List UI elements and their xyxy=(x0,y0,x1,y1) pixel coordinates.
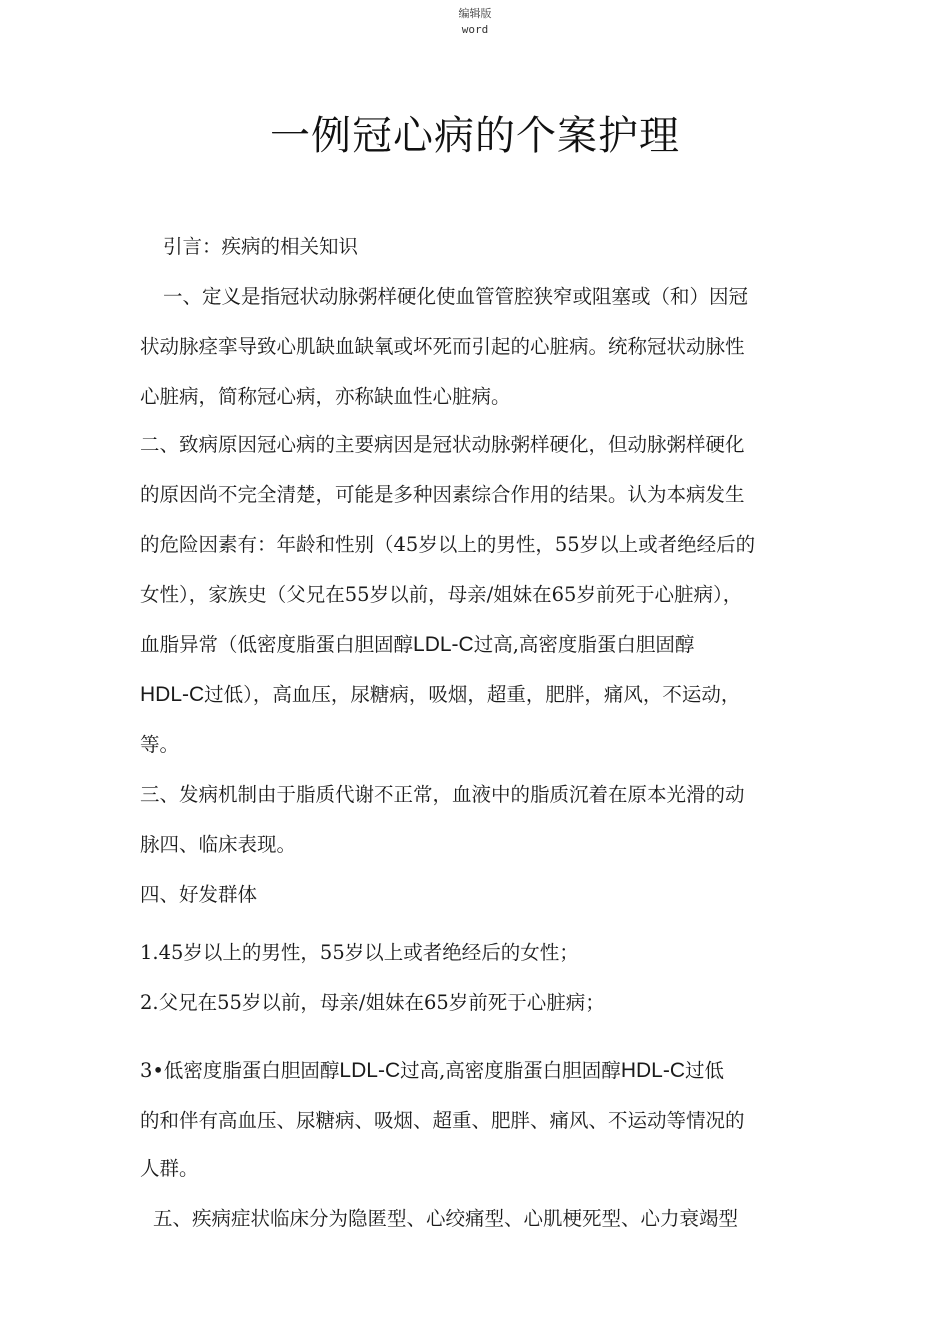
cause-line-4: 女性），家族史（父兄在55岁以前，母亲/姐妹在65岁前死于心脏病）， xyxy=(140,583,743,606)
cause-line-1: 二、致病原因冠心病的主要病因是冠状动脉粥样硬化，但动脉粥样硬化 xyxy=(140,433,745,456)
page-header xyxy=(0,6,950,38)
symptoms-line-1: 五、疾病症状临床分为隐匿型、心绞痛型、心肌梗死型、心力衰竭型 xyxy=(153,1207,739,1230)
cause-line-5-part-c: 过高,高密度脂蛋白胆固醇 xyxy=(473,633,695,656)
population-item-3-part-a: 3•低密度脂蛋白胆固醇 xyxy=(140,1059,340,1082)
population-heading: 四、好发群体 xyxy=(140,883,258,906)
cause-line-5 xyxy=(140,630,694,660)
population-item-3-line-2: 的和伴有高血压、尿糖病、吸烟、超重、肥胖、痛风、不运动等情况的 xyxy=(140,1109,745,1132)
cause-line-7: 等。 xyxy=(140,733,180,756)
hdl-term: HDL-C xyxy=(140,683,205,706)
hdl-term-2: HDL-C xyxy=(620,1059,685,1082)
header-word-label: word xyxy=(461,23,489,36)
population-item-3-part-e: 过低 xyxy=(684,1059,724,1082)
cause-line-6 xyxy=(140,680,740,710)
mechanism-line-2: 脉四、临床表现。 xyxy=(140,833,297,856)
document-title: 一例冠心病的个案护理 xyxy=(270,113,680,159)
cause-line-5-part-a: 血脂异常（低密度脂蛋白胆固醇 xyxy=(140,633,414,656)
intro-line: 引言：疾病的相关知识 xyxy=(163,235,359,258)
population-item-3-line-3: 人群。 xyxy=(140,1157,199,1180)
population-item-2: 2.父兄在55岁以前，母亲/姐妹在65岁前死于心脏病； xyxy=(140,991,605,1014)
population-item-1: 1.45岁以上的男性，55岁以上或者绝经后的女性； xyxy=(140,941,579,964)
cause-line-3: 的危险因素有：年龄和性别（45岁以上的男性，55岁以上或者绝经后的 xyxy=(140,533,756,556)
population-item-3-part-c: 过高,高密度脂蛋白胆固醇 xyxy=(400,1059,621,1082)
definition-line-3: 心脏病，简称冠心病，亦称缺血性心脏病。 xyxy=(140,385,511,408)
ldl-term-2: LDL-C xyxy=(339,1059,401,1082)
header-edit-label: 编辑版 xyxy=(458,7,492,20)
cause-line-2: 的原因尚不完全清楚，可能是多种因素综合作用的结果。认为本病发生 xyxy=(140,483,745,506)
ldl-term: LDL-C xyxy=(413,633,474,656)
cause-line-6-part-b: 过低），高血压，尿糖病，吸烟，超重，肥胖，痛风，不运动， xyxy=(204,683,741,706)
mechanism-line-1: 三、发病机制由于脂质代谢不正常，血液中的脂质沉着在原本光滑的动 xyxy=(140,783,745,806)
definition-line-1: 一、定义是指冠状动脉粥样硬化使血管管腔狭窄或阻塞或（和）因冠 xyxy=(163,285,749,308)
population-item-3-line-1 xyxy=(140,1056,724,1086)
definition-line-2: 状动脉痉挛导致心肌缺血缺氧或坏死而引起的心脏病。统称冠状动脉性 xyxy=(140,335,745,358)
